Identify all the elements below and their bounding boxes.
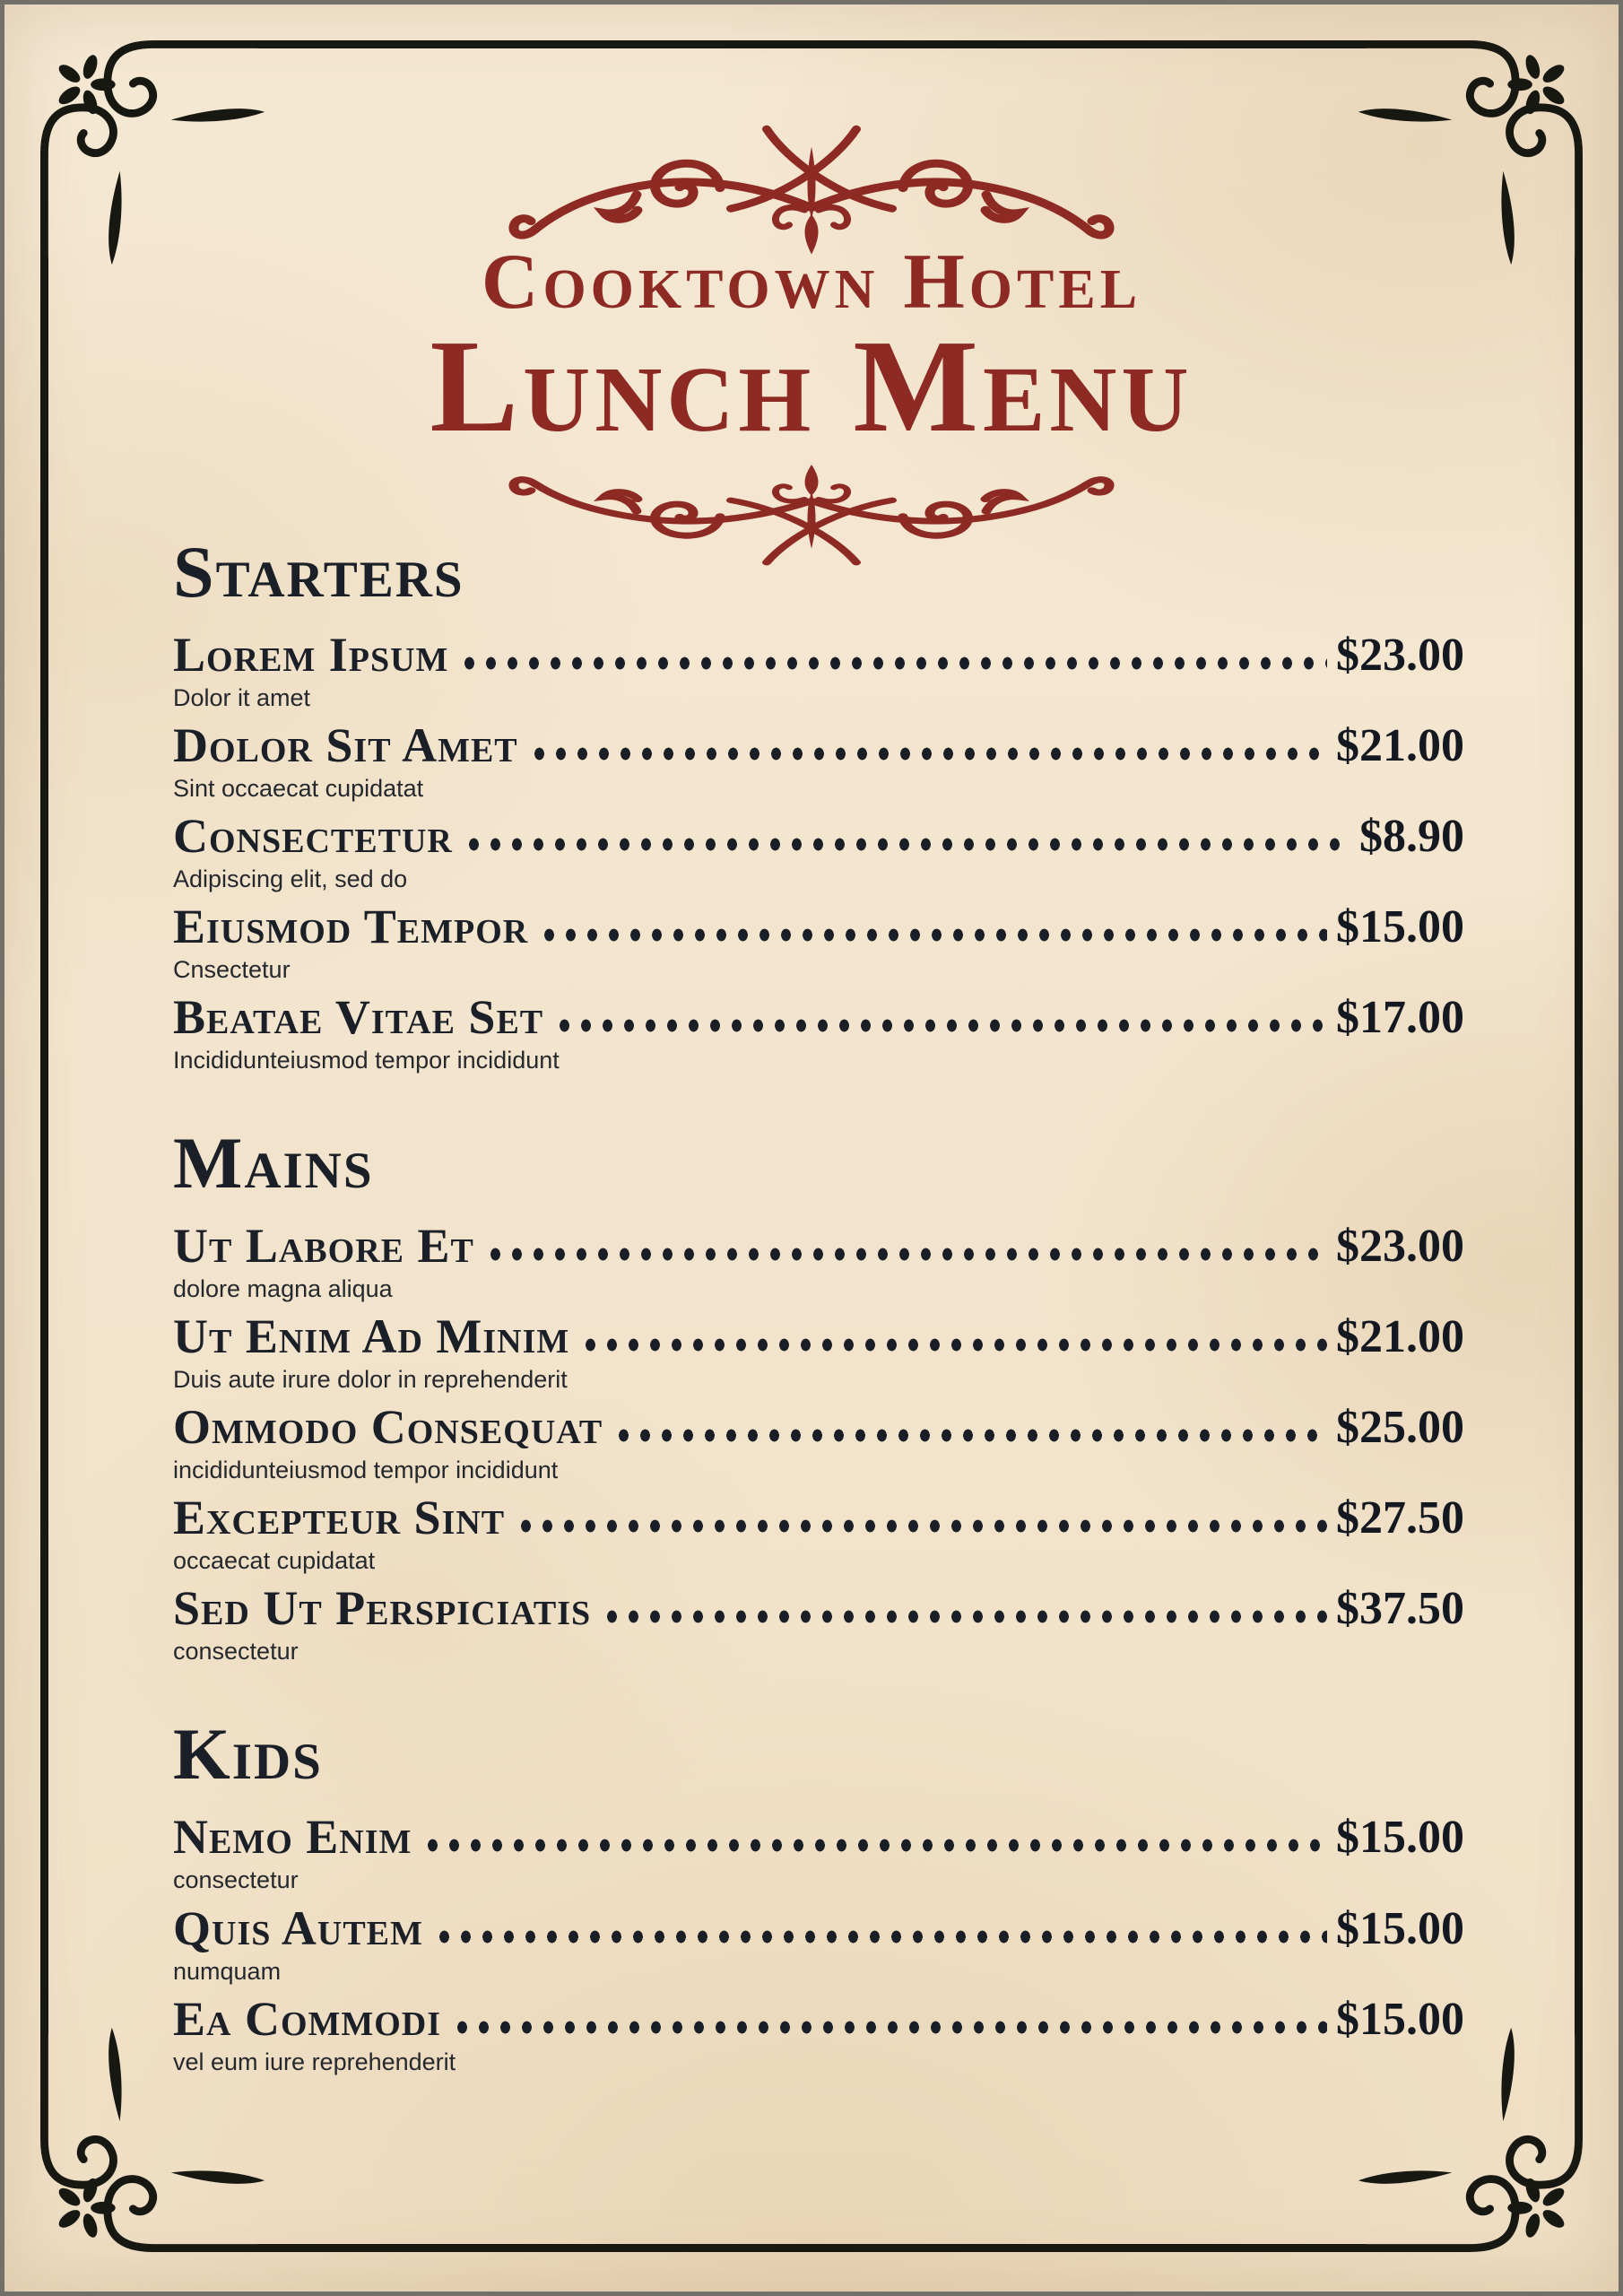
item-price: $23.00 xyxy=(1336,1221,1464,1273)
restaurant-title: Cooktown Hotel xyxy=(481,239,1142,326)
menu-item xyxy=(173,990,1464,1074)
menu-body xyxy=(173,531,1464,2076)
item-description: Incididunteiusmod tempor incididunt xyxy=(173,1047,560,1074)
menu-item xyxy=(173,1810,1464,1894)
dotted-leader xyxy=(539,926,1327,943)
item-name: Beatae Vitae Set xyxy=(173,990,544,1045)
item-description: Cnsectetur xyxy=(173,956,291,984)
item-price: $27.50 xyxy=(1336,1492,1464,1544)
section-heading: Mains xyxy=(173,1122,374,1205)
section-starters xyxy=(173,531,1464,1074)
item-name: Ut Enim Ad Minim xyxy=(173,1309,570,1364)
item-description: vel eum iure reprehenderit xyxy=(173,2048,456,2075)
item-description: Sint occaecat cupidatat xyxy=(173,775,424,803)
dotted-leader xyxy=(529,745,1327,761)
dotted-leader xyxy=(580,1336,1327,1352)
item-name: Sed Ut Perspiciatis xyxy=(173,1581,592,1636)
section-heading: Starters xyxy=(173,531,464,613)
item-description: Dolor it amet xyxy=(173,684,311,711)
dotted-leader xyxy=(459,655,1327,671)
dotted-leader xyxy=(485,1246,1327,1262)
section-mains xyxy=(173,1122,1464,1665)
section-heading: Kids xyxy=(173,1713,323,1796)
menu-item xyxy=(173,628,1464,712)
item-name: Ut Labore Et xyxy=(173,1219,474,1274)
menu-item xyxy=(173,1219,1464,1303)
item-price: $23.00 xyxy=(1336,630,1464,681)
menu-item xyxy=(173,1581,1464,1665)
frame-line-bottom xyxy=(257,2244,1366,2252)
page-title: Lunch Menu xyxy=(430,313,1193,460)
menu-item xyxy=(173,1309,1464,1394)
menu-item xyxy=(173,1991,1464,2076)
item-price: $15.00 xyxy=(1336,1812,1464,1864)
item-name: Consectetur xyxy=(173,809,453,864)
dotted-leader xyxy=(554,1017,1327,1033)
item-name: Ommodo Consequat xyxy=(173,1400,603,1455)
menu-item xyxy=(173,1493,1464,1575)
item-name: Eiusmod Tempor xyxy=(173,900,529,954)
dotted-leader xyxy=(602,1608,1327,1624)
menu-header xyxy=(4,4,1619,566)
item-description: Adipiscing elit, sed do xyxy=(173,865,408,893)
dotted-leader xyxy=(464,836,1350,852)
item-description: consectetur xyxy=(173,1866,299,1894)
item-price: $37.50 xyxy=(1336,1583,1464,1635)
item-description: consectetur xyxy=(173,1638,299,1665)
section-kids xyxy=(173,1713,1464,2075)
item-price: $8.90 xyxy=(1359,811,1464,863)
dotted-leader xyxy=(516,1518,1327,1534)
dotted-leader xyxy=(613,1427,1327,1443)
item-price: $21.00 xyxy=(1336,1311,1464,1363)
dotted-leader xyxy=(422,1837,1327,1853)
menu-item xyxy=(173,718,1464,803)
item-price: $21.00 xyxy=(1336,720,1464,772)
item-description: numquam xyxy=(173,1957,282,1985)
dotted-leader xyxy=(452,2019,1327,2035)
item-price: $17.00 xyxy=(1336,992,1464,1044)
item-price: $15.00 xyxy=(1336,1902,1464,1954)
item-name: Nemo Enim xyxy=(173,1810,412,1865)
menu-item xyxy=(173,1900,1464,1986)
menu-item xyxy=(173,809,1464,893)
item-name: Lorem Ipsum xyxy=(173,628,449,682)
dotted-leader xyxy=(434,1928,1327,1944)
item-name: Quis Autem xyxy=(173,1900,423,1955)
menu-item xyxy=(173,1400,1464,1484)
item-description: Duis aute irure dolor in reprehenderit xyxy=(173,1366,568,1394)
item-description: dolore magna aliqua xyxy=(173,1275,393,1303)
item-description: incididunteiusmod tempor incididunt xyxy=(173,1457,559,1484)
item-description: occaecat cupidatat xyxy=(173,1547,376,1575)
item-price: $15.00 xyxy=(1336,901,1464,953)
menu-item xyxy=(173,902,1464,984)
item-name: Dolor Sit Amet xyxy=(173,718,518,773)
item-name: Ea Commodi xyxy=(173,1991,442,2046)
item-price: $15.00 xyxy=(1336,1993,1464,2045)
item-price: $25.00 xyxy=(1336,1402,1464,1454)
item-name: Excepteur Sint xyxy=(173,1491,506,1545)
